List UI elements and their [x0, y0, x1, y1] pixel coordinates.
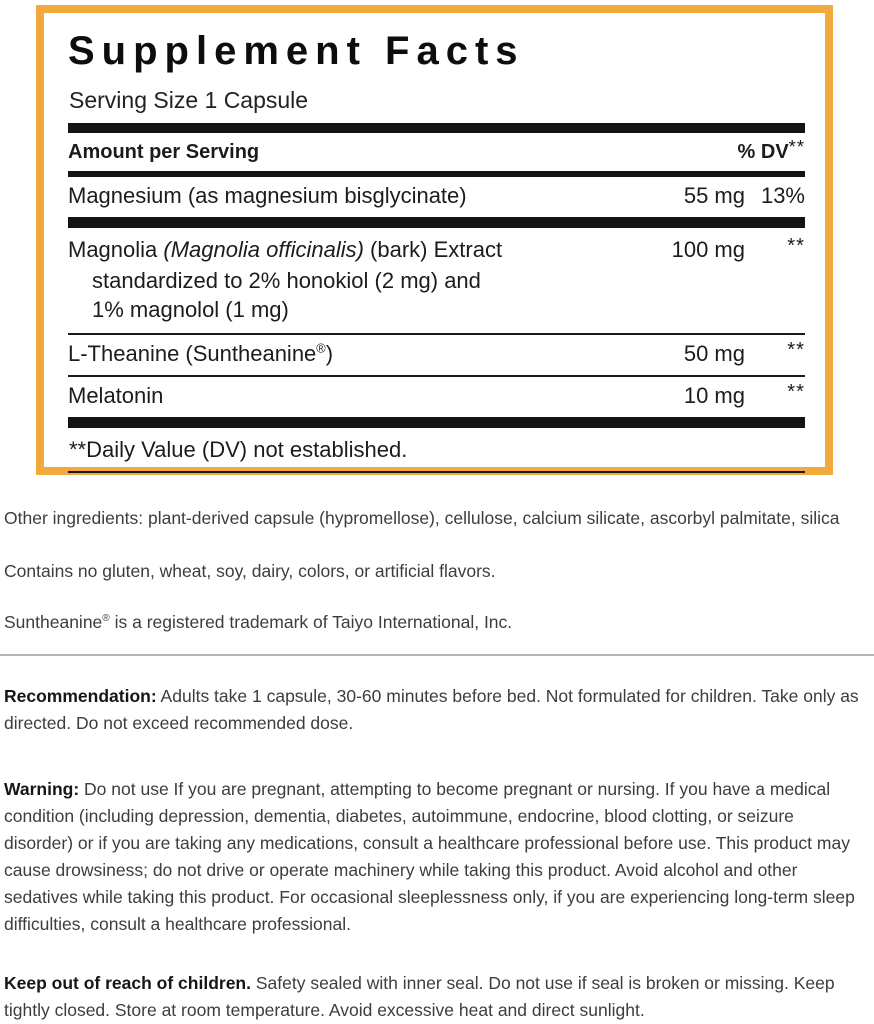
ingredient-dv: 13%	[760, 183, 805, 208]
ingredient-name	[68, 341, 657, 367]
ingredient-amount: 10 mg	[683, 383, 745, 408]
divider-bar-thick	[68, 123, 805, 133]
ingredient-amount: 50 mg	[683, 341, 745, 366]
ingredient-name-part: (bark) Extract	[363, 237, 503, 262]
supplement-facts-panel	[36, 5, 833, 475]
keep-out-of-reach-text: Safety sealed with inner seal. Do not use if seal is broken or missing. Keep tightly closed. Store at room temperature. Avoid excessive heat and direct sunlight.	[4, 973, 835, 1020]
recommendation-label: Recommendation:	[4, 686, 157, 706]
dv-asterisks: **	[788, 136, 805, 157]
ingredient-name-part: L-Theanine (Suntheanine	[68, 341, 317, 366]
registered-trademark-symbol: ®	[102, 613, 110, 625]
ingredient-dv: **	[787, 235, 805, 257]
ingredient-dv: **	[787, 381, 805, 403]
ingredient-name: Magnesium (as magnesium bisglycinate)	[68, 183, 467, 208]
daily-value-footnote: **Daily Value (DV) not established.	[69, 437, 408, 462]
standardization-line: standardized to 2% honokiol (2 mg) and	[92, 268, 481, 293]
table-row-l-theanine	[68, 335, 805, 375]
contains-statement: Contains no gluten, wheat, soy, dairy, colors, or artificial flavors.	[4, 561, 496, 581]
registered-trademark-symbol: ®	[316, 340, 326, 356]
amount-per-serving-header: Amount per Serving	[68, 141, 260, 163]
ingredient-name	[68, 235, 657, 264]
keep-out-of-reach-label: Keep out of reach of children.	[4, 973, 251, 993]
trademark-name: Suntheanine	[4, 612, 103, 632]
table-row-magnolia	[68, 228, 805, 333]
ingredient-name-part: )	[325, 341, 334, 366]
recommendation-text: Adults take 1 capsule, 30-60 minutes before bed. Not formulated for children. Take only as directed. Do not exceed recommended dose.	[4, 686, 859, 733]
ingredient-name: Melatonin	[68, 383, 164, 408]
percent-dv-header	[657, 136, 805, 164]
divider-bar-thick	[68, 417, 805, 428]
magnolia-first-line	[68, 235, 805, 266]
panel-title: Supplement Facts	[68, 29, 525, 73]
recommendation-paragraph	[4, 683, 860, 737]
ingredient-name-part: Magnolia	[68, 237, 164, 262]
table-row-magnesium	[68, 177, 805, 217]
warning-paragraph	[4, 776, 860, 938]
serving-size: Serving Size 1 Capsule	[69, 87, 309, 113]
keep-out-of-reach-paragraph	[4, 970, 860, 1024]
standardization-line: 1% magnolol (1 mg)	[92, 297, 289, 322]
warning-text: Do not use If you are pregnant, attempting to become pregnant or nursing. If you have a medical condition (including depression, dementia, diabetes, autoimmune, endocrine, blood clotting, or seizure disorder) or if you are taking any medications, consult a healthcare professional before use. This product may cause drowsiness; do not drive or operate machinery while taking this product. Avoid alcohol and other sedatives while taking this product. For occasional sleeplessness only, if you are experiencing long-term sleep difficulties, consult a healthcare professional.	[4, 779, 855, 934]
ingredient-amount: 100 mg	[671, 237, 745, 262]
divider-bar-thick	[68, 217, 805, 228]
warning-label: Warning:	[4, 779, 80, 799]
ingredient-dv: **	[787, 339, 805, 361]
ingredient-latin-name: (Magnolia officinalis)	[163, 237, 364, 262]
divider-line-thin	[68, 471, 805, 473]
trademark-statement	[4, 609, 860, 636]
percent-dv-label: % DV	[737, 141, 789, 163]
table-header-row	[68, 133, 805, 171]
other-ingredients-text: Other ingredients: plant-derived capsule (hypromellose), cellulose, calcium silicate, ascorbyl palmitate, silica	[4, 508, 840, 528]
section-divider-line	[0, 654, 874, 656]
ingredient-amount: 55 mg	[683, 183, 745, 208]
table-row-melatonin	[68, 377, 805, 417]
trademark-text: is a registered trademark of Taiyo International, Inc.	[109, 612, 513, 632]
